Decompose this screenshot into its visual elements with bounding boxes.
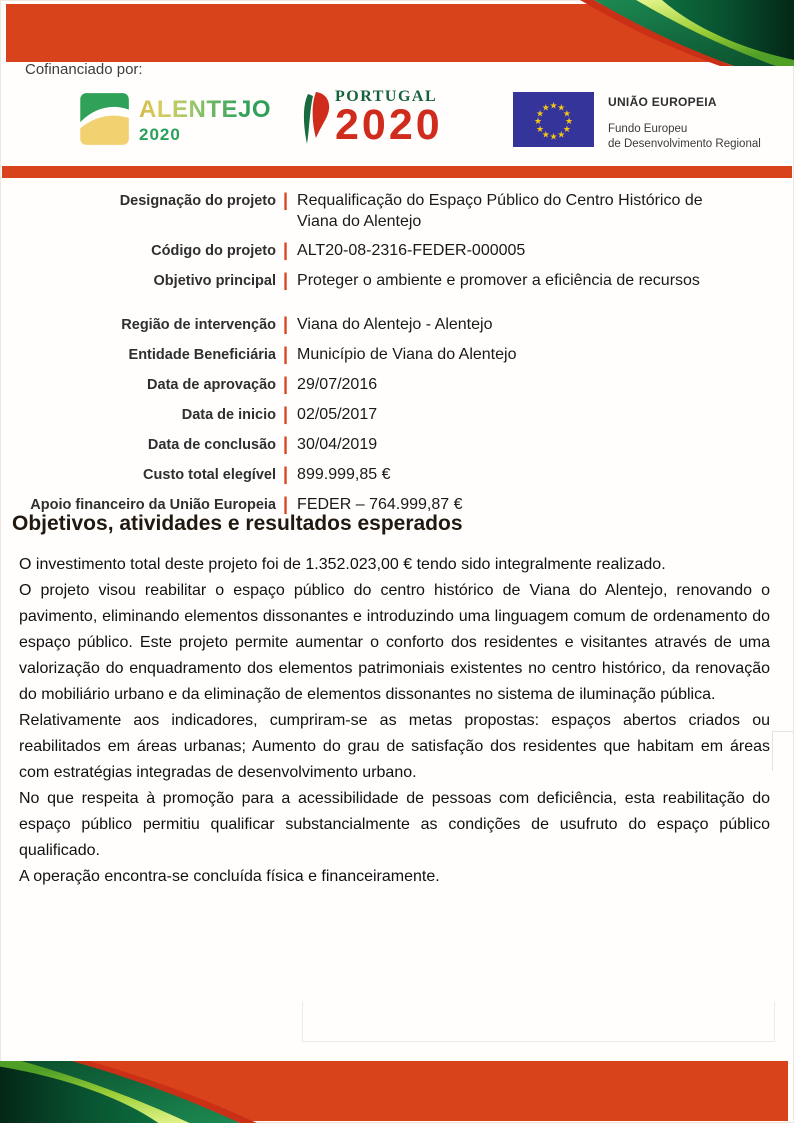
detail-row-data-aprovacao bbox=[0, 374, 794, 396]
detail-separator: | bbox=[283, 314, 289, 334]
detail-row-codigo bbox=[0, 240, 794, 262]
portugal-leaf-icon bbox=[300, 88, 332, 150]
detail-value: Proteger o ambiente e promover a eficiência de recursos bbox=[297, 272, 700, 289]
detail-value: ALT20-08-2316-FEDER-000005 bbox=[297, 242, 526, 259]
detail-row-data-conclusao bbox=[0, 434, 794, 456]
detail-row-objetivo bbox=[0, 270, 794, 292]
portugal-2020-logo bbox=[300, 88, 443, 150]
detail-label: Código do projeto bbox=[151, 243, 276, 259]
detail-separator: | bbox=[283, 404, 289, 424]
detail-label: Data de aprovação bbox=[147, 377, 276, 393]
svg-text:★: ★ bbox=[557, 103, 566, 114]
detail-label: Objetivo principal bbox=[153, 273, 276, 289]
portugal-logo-year: 2020 bbox=[335, 101, 443, 149]
svg-text:★: ★ bbox=[562, 109, 571, 120]
faint-textbox-corner bbox=[772, 731, 794, 771]
orange-divider-bar bbox=[2, 166, 792, 178]
eu-flag-icon bbox=[513, 92, 594, 147]
svg-text:★: ★ bbox=[549, 101, 558, 112]
alentejo-wave-icon bbox=[72, 88, 134, 150]
body-paragraph-5: A operação encontra-se concluída física e financeiramente. bbox=[19, 868, 440, 885]
cofinanced-by-label: Cofinanciado por: bbox=[25, 61, 143, 78]
faint-textbox-outline bbox=[302, 1002, 775, 1042]
eu-logo bbox=[513, 92, 761, 152]
alentejo-2020-logo bbox=[72, 88, 271, 150]
detail-row-entidade bbox=[0, 344, 794, 366]
project-details-table bbox=[0, 190, 794, 524]
svg-text:★: ★ bbox=[541, 103, 550, 114]
svg-text:★: ★ bbox=[536, 124, 545, 135]
portugal-logo-name: PORTUGAL bbox=[335, 88, 438, 105]
detail-separator: | bbox=[283, 344, 289, 364]
eu-logo-title: UNIÃO EUROPEIA bbox=[608, 95, 717, 109]
detail-value: 29/07/2016 bbox=[297, 376, 378, 393]
svg-text:★: ★ bbox=[564, 117, 574, 127]
detail-separator: | bbox=[283, 464, 289, 484]
logo-row bbox=[0, 88, 794, 154]
detail-separator: | bbox=[283, 270, 289, 290]
detail-label: Custo total elegível bbox=[143, 467, 276, 483]
svg-text:★: ★ bbox=[562, 124, 571, 135]
detail-value: 30/04/2019 bbox=[297, 436, 378, 453]
detail-label: Entidade Beneficiária bbox=[128, 347, 276, 363]
alentejo-logo-year: 2020 bbox=[139, 125, 181, 144]
body-paragraph-1: O investimento total deste projeto foi de 1.352.023,00 € tendo sido integralmente realizado. bbox=[19, 556, 666, 573]
body-paragraph-2: O projeto visou reabilitar o espaço público do centro histórico de Viana do Alentejo, renovando o pavimento, eliminando elementos dissonantes e introduzindo uma linguagem comum de ordenamento do espaço público. Este projeto permite aumentar o conforto dos residentes e visitantes através de uma valorização do enquadramento dos elementos patrimoniais existentes no centro histórico, da renovação do mobiliário urbano e da eliminação de elementos dissonantes no sistema de iluminação pública. bbox=[19, 582, 770, 703]
svg-text:★: ★ bbox=[549, 132, 558, 143]
svg-text:★: ★ bbox=[533, 117, 543, 127]
bottom-banner bbox=[0, 1061, 788, 1121]
detail-separator: | bbox=[283, 374, 289, 394]
svg-text:★: ★ bbox=[557, 130, 566, 141]
detail-row-regiao bbox=[0, 314, 794, 336]
objectives-section bbox=[0, 512, 794, 890]
detail-value: Requalificação do Espaço Público do Centro Histórico de Viana do Alentejo bbox=[297, 192, 703, 230]
detail-label: Região de intervenção bbox=[121, 317, 276, 333]
detail-value: Município de Viana do Alentejo bbox=[297, 346, 517, 363]
body-paragraph-3: Relativamente aos indicadores, cumpriram-se as metas propostas: espaços abertos criados ou reabilitados em áreas urbanas; Aumento do grau de satisfação dos residentes que habitam em áreas com estratégias integradas de desenvolvimento urbano. bbox=[19, 712, 770, 781]
detail-label: Designação do projeto bbox=[119, 193, 276, 209]
svg-text:★: ★ bbox=[536, 109, 545, 120]
eu-fund-line-1: Fundo Europeu bbox=[608, 123, 688, 135]
body-text bbox=[19, 552, 770, 890]
top-banner bbox=[6, 4, 794, 62]
alentejo-logo-name: ALENTEJO bbox=[139, 96, 272, 123]
detail-value: 02/05/2017 bbox=[297, 406, 378, 423]
body-paragraph-4: No que respeita à promoção para a acessibilidade de pessoas com deficiência, esta reabilitação do espaço público permitiu qualificar substancialmente as condições de usufruto do espaço público qualificado. bbox=[19, 790, 770, 859]
eu-fund-line-2: de Desenvolvimento Regional bbox=[608, 138, 761, 150]
svg-text:★: ★ bbox=[541, 130, 550, 141]
detail-row-custo bbox=[0, 464, 794, 486]
portugal-wordmark bbox=[335, 88, 443, 150]
detail-separator: | bbox=[283, 240, 289, 260]
detail-label: Apoio financeiro da União Europeia bbox=[30, 497, 276, 513]
detail-separator: | bbox=[283, 434, 289, 454]
detail-row-data-inicio bbox=[0, 404, 794, 426]
detail-label: Data de conclusão bbox=[147, 437, 276, 453]
detail-row-designacao bbox=[0, 190, 794, 232]
eu-fund-name bbox=[608, 122, 761, 152]
eu-logo-text bbox=[608, 92, 761, 152]
detail-label: Data de inicio bbox=[181, 407, 276, 423]
green-swoosh-decoration-top bbox=[544, 0, 794, 66]
detail-separator: | bbox=[283, 190, 289, 210]
detail-value: Viana do Alentejo - Alentejo bbox=[297, 316, 493, 333]
section-heading: Objetivos, atividades e resultados esperados bbox=[12, 512, 463, 535]
green-swoosh-decoration-bottom bbox=[0, 1061, 300, 1123]
alentejo-wordmark bbox=[139, 88, 271, 150]
detail-value: 899.999,85 € bbox=[297, 466, 391, 483]
detail-value: FEDER – 764.999,87 € bbox=[297, 496, 463, 513]
detail-separator: | bbox=[283, 494, 289, 514]
